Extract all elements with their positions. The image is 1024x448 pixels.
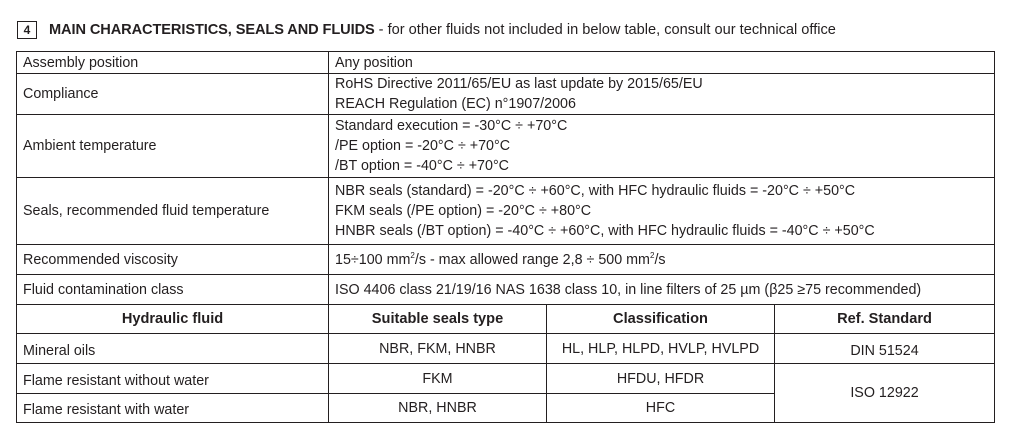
fluid-name: Mineral oils bbox=[17, 334, 329, 364]
section-number: 4 bbox=[17, 21, 37, 39]
seals-type: NBR, FKM, HNBR bbox=[329, 334, 547, 364]
column-header: Classification bbox=[547, 305, 775, 334]
table-row bbox=[17, 275, 995, 305]
section-subtitle: - for other fluids not included in below table, consult our technical office bbox=[378, 22, 836, 38]
row-value: NBR seals (standard) = -20°C ÷ +60°C, with HFC hydraulic fluids = -20°C ÷ +50°C FKM seals (/PE option) = -20°C ÷ +80°C HNBR seals (/BT option) = -40°C ÷ +60°C, with HFC hydraulic fluids = -40°C ÷ +50°C bbox=[329, 178, 995, 245]
row-value: ISO 4406 class 21/19/16 NAS 1638 class 10, in line filters of 25 µm (β25 ≥75 recommended) bbox=[329, 275, 995, 305]
table-row bbox=[17, 52, 995, 74]
table-row bbox=[17, 334, 995, 364]
fluids-header-row bbox=[17, 305, 995, 334]
row-label: Assembly position bbox=[17, 52, 329, 74]
row-value: RoHS Directive 2011/65/EU as last update by 2015/65/EU REACH Regulation (EC) n°1907/2006 bbox=[329, 74, 995, 115]
row-label: Compliance bbox=[17, 74, 329, 115]
table-row bbox=[17, 115, 995, 178]
column-header: Hydraulic fluid bbox=[17, 305, 329, 334]
classification: HFC bbox=[547, 394, 775, 423]
table-row bbox=[17, 245, 995, 275]
fluid-name: Flame resistant without water bbox=[17, 364, 329, 394]
table-row bbox=[17, 364, 995, 394]
row-label: Seals, recommended fluid temperature bbox=[17, 178, 329, 245]
section-title: MAIN CHARACTERISTICS, SEALS AND FLUIDS bbox=[49, 22, 375, 38]
characteristics-table bbox=[16, 51, 995, 423]
table-row bbox=[17, 74, 995, 115]
row-value: Any position bbox=[329, 52, 995, 74]
section-header bbox=[17, 19, 836, 41]
seals-type: FKM bbox=[329, 364, 547, 394]
classification: HL, HLP, HLPD, HVLP, HVLPD bbox=[547, 334, 775, 364]
ref-standard: ISO 12922 bbox=[775, 364, 995, 423]
column-header: Suitable seals type bbox=[329, 305, 547, 334]
classification: HFDU, HFDR bbox=[547, 364, 775, 394]
row-label: Ambient temperature bbox=[17, 115, 329, 178]
ref-standard: DIN 51524 bbox=[775, 334, 995, 364]
seals-type: NBR, HNBR bbox=[329, 394, 547, 423]
row-label: Fluid contamination class bbox=[17, 275, 329, 305]
column-header: Ref. Standard bbox=[775, 305, 995, 334]
row-value: Standard execution = -30°C ÷ +70°C /PE option = -20°C ÷ +70°C /BT option = -40°C ÷ +70°C bbox=[329, 115, 995, 178]
row-value: 15÷100 $mm^2/s$ - max allowed range 2,8 ÷ 500 $mm^2/s$ bbox=[329, 245, 995, 275]
table-row bbox=[17, 178, 995, 245]
fluid-name: Flame resistant with water bbox=[17, 394, 329, 423]
row-label: Recommended viscosity bbox=[17, 245, 329, 275]
